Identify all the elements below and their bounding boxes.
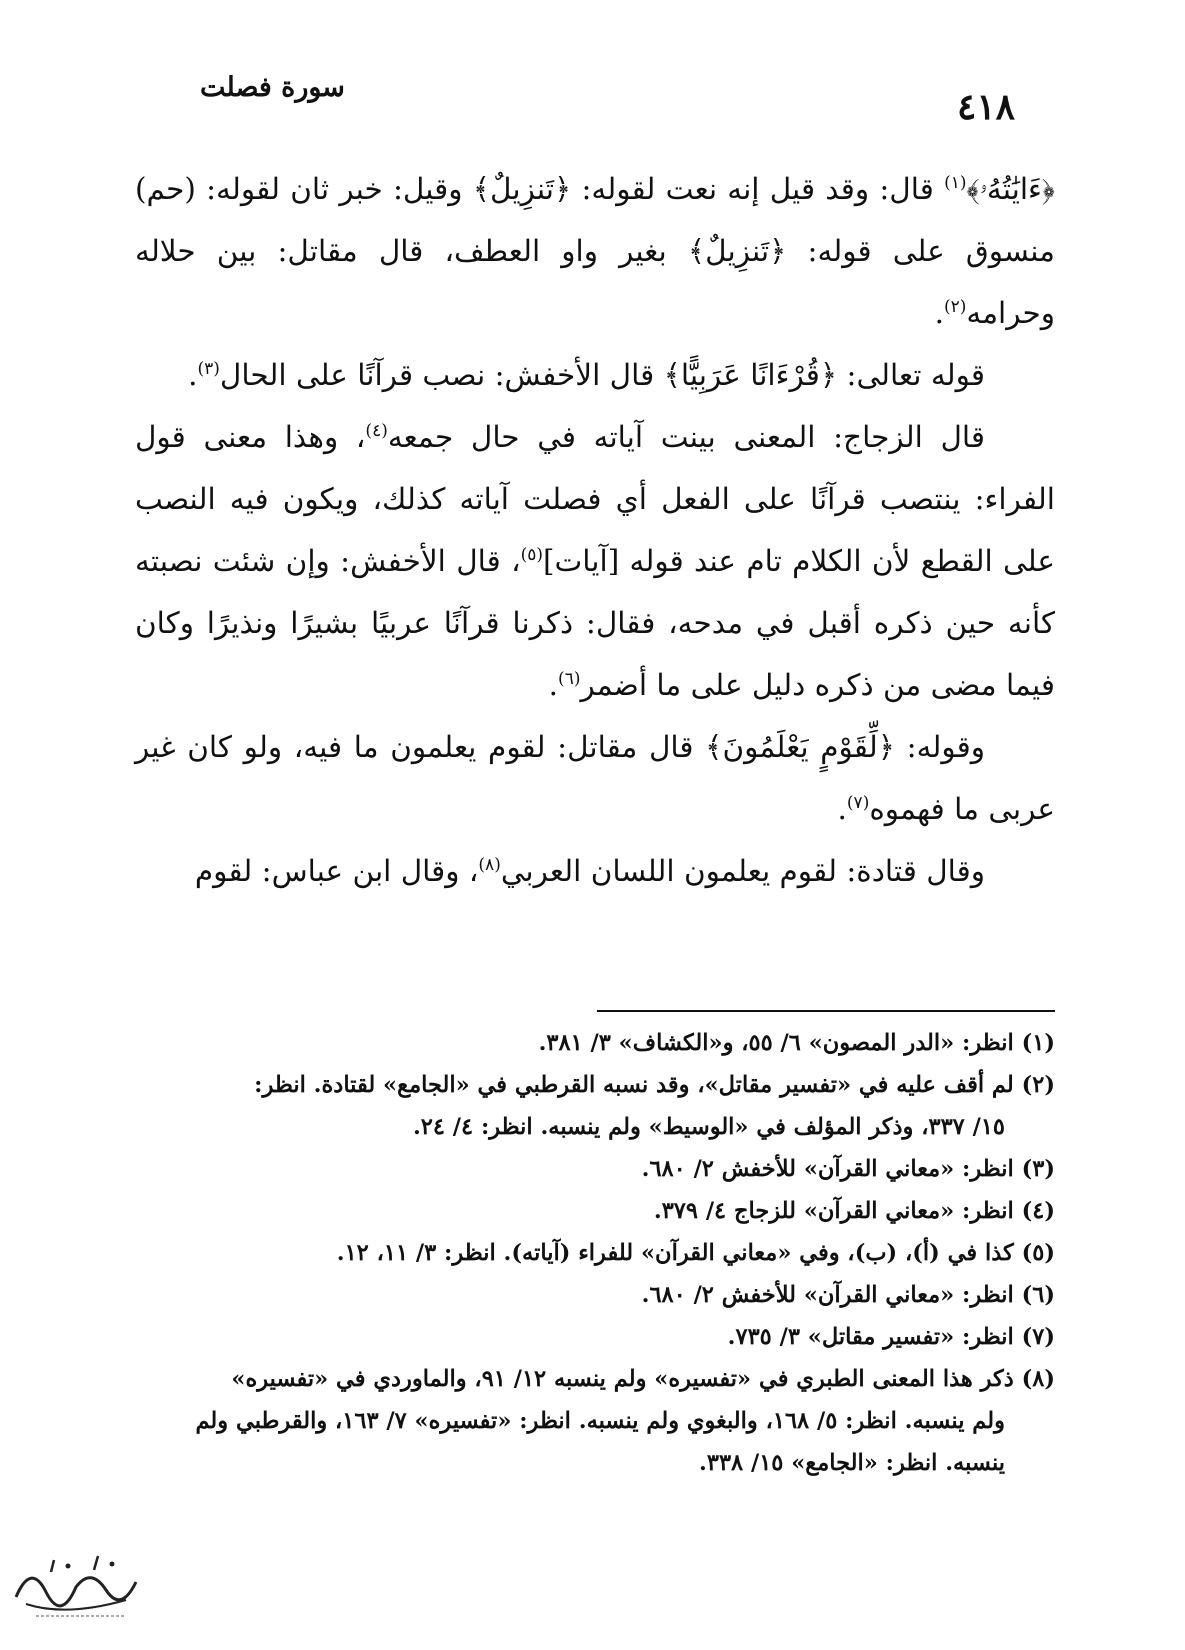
footnote-2 <box>135 1064 1055 1148</box>
footnote-text: انظر: «معاني القرآن» للأخفش ٢/ ٦٨٠. <box>641 1156 1022 1182</box>
footnote-divider <box>597 1010 1055 1012</box>
publisher-logo <box>6 1542 146 1632</box>
footnote-continuation: ولم ينسبه. انظر: ٥/ ١٦٨، والبغوي ولم ينسبه. انظر: «تفسيره» ٧/ ١٦٣، والقرطبي ولم ينسبه. انظر: «الجامع» ١٥/ ٣٣٨. <box>195 1408 1005 1476</box>
footnote-ref-2: (٢) <box>944 297 967 318</box>
footnote-text: ذكر هذا المعنى الطبري في «تفسيره» ولم ينسبه ١٢/ ٩١، والماوردي في «تفسيره» <box>231 1366 1022 1392</box>
footnote-number: (٤) <box>1021 1198 1055 1224</box>
footnote-8 <box>135 1358 1055 1484</box>
footnote-number: (٧) <box>1021 1324 1055 1350</box>
paragraph-text: . <box>548 668 559 702</box>
footnote-number: (٥) <box>1021 1240 1055 1266</box>
footnote-number: (٣) <box>1021 1156 1055 1182</box>
footnote-number: (٨) <box>1021 1366 1055 1392</box>
footnote-number: (٢) <box>1021 1072 1055 1098</box>
paragraph-text: ، قال الأخفش: وإن شئت نصبته كأنه حين ذكره أقبل في مدحه، فقال: ذكرنا قرآنًا عربيًا بشيرًا ونذيرًا وكان فيما مضى من ذكره دليل على ما أضمر <box>135 544 1055 702</box>
paragraph-text: قال: وقد قيل إنه نعت لقوله: ﴿تَنزِيلٌ﴾ وقيل: خبر ثان لقوله: (حم) منسوق على قوله: ﴿تَنزِيلٌ﴾ بغير واو العطف، قال مقاتل: بين حلاله وحرامه <box>135 172 1055 330</box>
footnote-ref-6: (٦) <box>558 669 581 690</box>
footnote-number: (٦) <box>1021 1282 1055 1308</box>
footnote-ref-4: (٤) <box>365 421 388 442</box>
footnote-text: انظر: «تفسير مقاتل» ٣/ ٧٣٥. <box>727 1324 1022 1350</box>
paragraph-4 <box>135 716 1055 840</box>
main-text <box>135 158 1055 902</box>
footnote-number: (١) <box>1021 1030 1055 1056</box>
quran-verse: ﴿ءَايَٰتُهُۥ﴾ <box>966 172 1055 206</box>
footnote-7 <box>135 1316 1055 1358</box>
page-header <box>200 72 1015 128</box>
paragraph-text: وقال قتادة: لقوم يعلمون اللسان العربي <box>500 854 985 888</box>
footnote-ref-1: (١) <box>944 173 967 194</box>
paragraph-text: . <box>934 296 944 330</box>
paragraph-3 <box>135 406 1055 716</box>
footnote-6 <box>135 1274 1055 1316</box>
paragraph-text: . <box>837 792 847 826</box>
paragraph-text: ، وهذا معنى قول الفراء: ينتصب قرآنًا على الفعل أي فصلت آياته كذلك، ويكون فيه النصب على القطع لأن الكلام تام عند قوله [آيات] <box>135 420 1056 578</box>
footnote-text: لم أقف عليه في «تفسير مقاتل»، وقد نسبه القرطبي في «الجامع» لقتادة. انظر: <box>254 1072 1022 1098</box>
footnote-text: انظر: «معاني القرآن» للأخفش ٢/ ٦٨٠. <box>641 1282 1022 1308</box>
paragraph-text: قوله تعالى: ﴿قُرْءَانًا عَرَبِيًّا﴾ قال الأخفش: نصب قرآنًا على الحال <box>219 358 985 392</box>
paragraph-5 <box>135 840 1055 902</box>
footnote-3 <box>135 1148 1055 1190</box>
footnote-5 <box>135 1232 1055 1274</box>
surah-title: سورة فصلت <box>200 72 345 103</box>
footnote-ref-7: (٧) <box>846 793 870 814</box>
paragraph-text: قال الزجاج: المعنى بينت آياته في حال جمعه <box>387 420 985 454</box>
footnote-ref-3: (٣) <box>197 359 220 380</box>
footnote-continuation: ١٥/ ٣٣٧، وذكر المؤلف في «الوسيط» ولم ينسبه. انظر: ٤/ ٢٤. <box>412 1114 1005 1140</box>
footnote-4 <box>135 1190 1055 1232</box>
footnote-1 <box>135 1022 1055 1064</box>
paragraph-2 <box>135 344 1055 406</box>
footnote-text: انظر: «الدر المصون» ٦/ ٥٥، و«الكشاف» ٣/ ٣٨١. <box>538 1030 1022 1056</box>
calligraphy-logo-icon <box>6 1542 146 1632</box>
footnote-text: انظر: «معاني القرآن» للزجاج ٤/ ٣٧٩. <box>653 1198 1022 1224</box>
paragraph-1 <box>135 158 1055 344</box>
paragraph-text: ، وقال ابن عباس: لقوم <box>194 854 479 888</box>
page-number: ٤١٨ <box>956 86 1015 128</box>
paragraph-text: وقوله: ﴿لِّقَوْمٍ يَعْلَمُونَ﴾ قال مقاتل: لقوم يعلمون ما فيه، ولو كان غير عربى ما فهموه <box>135 730 1055 826</box>
paragraph-text: . <box>188 358 198 392</box>
footnote-ref-5: (٥) <box>520 545 544 566</box>
footnote-ref-8: (٨) <box>478 855 501 876</box>
footnote-text: كذا في (أ)، (ب)، وفي «معاني القرآن» للفراء (آياته). انظر: ٣/ ١١، ١٢. <box>336 1240 1022 1266</box>
footnotes <box>135 1022 1055 1484</box>
